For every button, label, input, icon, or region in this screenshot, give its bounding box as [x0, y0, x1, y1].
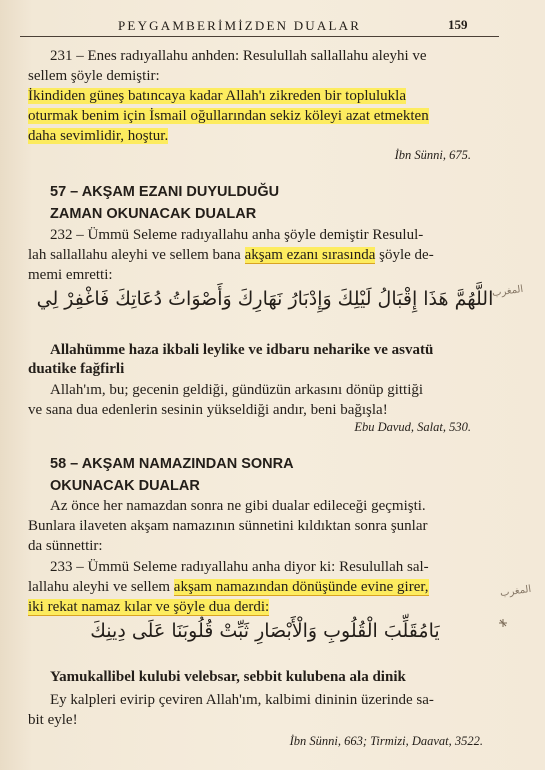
- source-citation: Ebu Davud, Salat, 530.: [354, 420, 471, 434]
- section-57-heading-line1: 57 – AKŞAM EZANI DUYULDUĞU: [50, 184, 280, 200]
- hadith-231-line2: sellem şöyle demiştir:: [28, 68, 160, 84]
- intro-line3: da sünnettir:: [28, 538, 103, 554]
- source-citation: İbn Sünni, 675.: [394, 148, 471, 162]
- translation-58: [28, 690, 488, 730]
- translation-57-line2: ve sana dua edenlerin sesinin yükseldiği andır, beni bağışla!: [28, 402, 388, 418]
- highlight: akşam namazından dönüşünde evine girer,: [173, 579, 429, 595]
- hadith-232-line3: memi emretti:: [28, 267, 113, 283]
- transliteration-58: Yamukallibel kulubi velebsar, sebbit kulubena ala dinik: [50, 669, 406, 685]
- hadith-232-line2: [28, 245, 488, 265]
- running-title: PEYGAMBERİMİZDEN DUALAR: [118, 18, 362, 33]
- highlight: iki rekat namaz kılar ve şöyle dua derdi:: [28, 599, 270, 615]
- translation-57-line1: Allah'ım, bu; gecenin geldiği, gündüzün arkasını dönüp gittiği: [50, 382, 424, 398]
- source-citation: İbn Sünni, 663; Tirmizi, Daavat, 3522.: [289, 734, 483, 748]
- intro-line2: Bunlara ilaveten akşam namazının sünnetini kıldıktan sonra şunlar: [28, 518, 428, 534]
- text: lallahu aleyhi ve sellem: [28, 579, 174, 595]
- transliteration-57-line2: duatike fağfirli: [28, 361, 125, 377]
- text: lah sallallahu aleyhi ve sellem bana: [28, 247, 245, 263]
- intro-line1: Az önce her namazdan sonra ne gibi dualar edileceği geçmişti.: [50, 498, 426, 514]
- header-rule: [20, 36, 499, 37]
- translation-58-line2: bit eyle!: [28, 712, 78, 728]
- hadith-233-line2: [28, 577, 488, 597]
- section-58-heading-line1: 58 – AKŞAM NAMAZINDAN SONRA: [50, 456, 294, 472]
- text: şöyle de-: [375, 247, 434, 263]
- highlight: akşam ezanı sırasında: [244, 247, 376, 263]
- running-header: [0, 16, 545, 38]
- hadith-231-line1: 231 – Enes radıyallahu anhden: Resulullah sallallahu aleyhi ve: [50, 48, 427, 64]
- hadith-231-line3: [28, 86, 488, 106]
- pen-mark-icon: [498, 618, 508, 628]
- highlight: İkindiden güneş batıncaya kadar Allah'ı zikreden bir toplulukla: [28, 88, 407, 104]
- hadith-231-line5: [28, 126, 488, 146]
- hadith-232: [28, 225, 488, 285]
- handwritten-margin-note: المغرب: [491, 283, 524, 300]
- page-number: 159: [448, 17, 468, 32]
- section-57-heading-line2: ZAMAN OKUNACAK DUALAR: [50, 206, 257, 222]
- transliteration-57-line1: Allahümme haza ikbali leylike ve idbaru neharike ve asvatü: [50, 342, 434, 358]
- hadith-233: [28, 557, 488, 617]
- arabic-prayer-57: اللَّهُمَّ هَذَا إِقْبَالُ لَيْلِكَ وَإِدْبَارُ نَهَارِكَ وَأَصْوَاتُ دُعَاتِكَ فَاغْفِرْ لِي: [36, 288, 494, 310]
- hadith-231: [28, 46, 488, 146]
- section-58-intro: [28, 496, 488, 556]
- highlight: daha sevimlidir, hoştur.: [28, 128, 169, 144]
- translation-57: [28, 380, 488, 420]
- hadith-232-line1: 232 – Ümmü Seleme radıyallahu anha şöyle demiştir Resulul-: [50, 227, 424, 243]
- section-58-heading-line2: OKUNACAK DUALAR: [50, 478, 200, 494]
- handwritten-margin-note: المغرب: [499, 583, 532, 600]
- translation-58-line1: Ey kalpleri evirip çeviren Allah'ım, kalbimi dininin üzerinde sa-: [50, 692, 434, 708]
- hadith-233-line1: 233 – Ümmü Seleme radıyallahu anha diyor ki: Resulullah sal-: [50, 559, 429, 575]
- hadith-233-line3: [28, 597, 488, 617]
- hadith-231-line4: [28, 106, 488, 126]
- highlight: oturmak benim için İsmail oğullarından sekiz köleyi azat etmekten: [28, 108, 429, 124]
- arabic-prayer-58: يَامُقَلِّبَ الْقُلُوبِ وَالْأَبْصَارِ ثَبِّتْ قُلُوبَنَا عَلَى دِينِكَ: [90, 620, 440, 642]
